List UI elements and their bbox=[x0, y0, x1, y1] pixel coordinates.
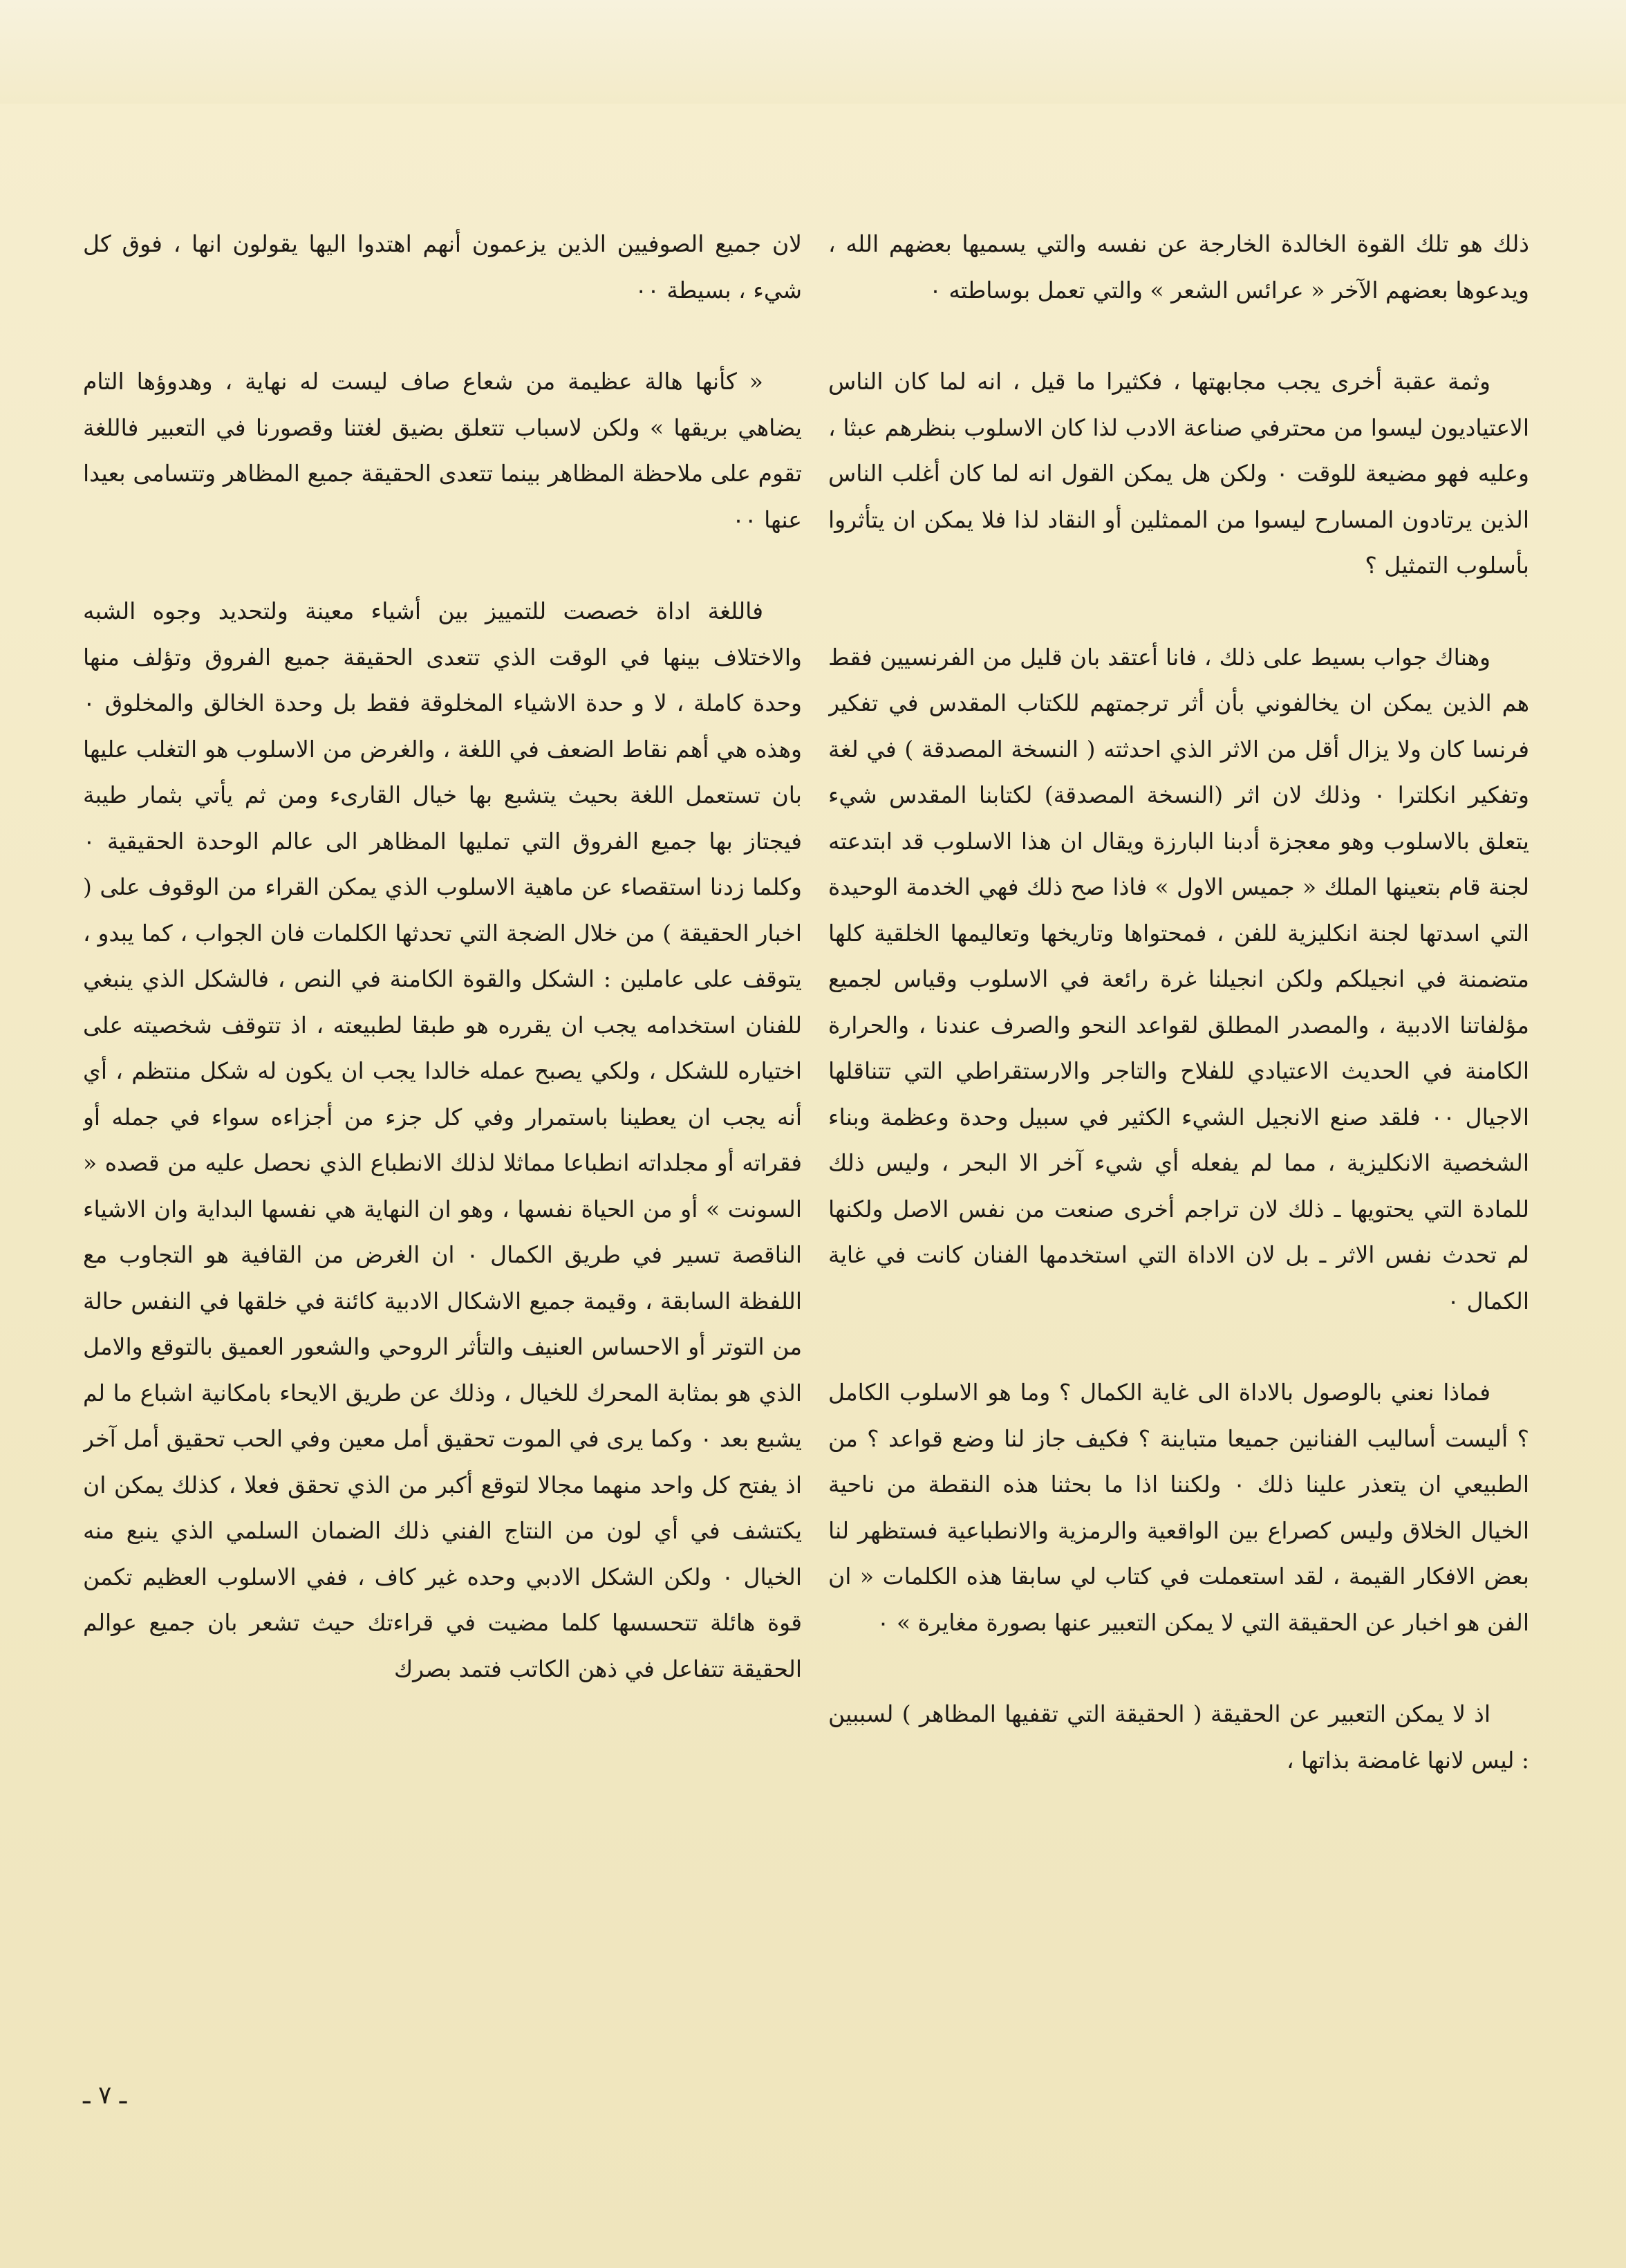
paragraph: وهناك جواب بسيط على ذلك ، فانا أعتقد بان قليل من الفرنسيين فقط هم الذين يمكن ان يخالفوني بأن أثر ترجمتهم للكتاب المقدس في تفكير فرنسا كان ولا يزال أقل من الاثر الذي احدثته ( النسخة المصدقة ) في لغة وتفكير انكلترا ٠ وذلك لان اثر (النسخة المصدقة) لكتابنا المقدس شيء يتعلق بالاسلوب وهو معجزة أدبنا البارزة ويقال ان هذا الاسلوب قد ابتدعته لجنة قام بتعينها الملك « جميس الاول » فاذا صح ذلك فهي الخدمة الوحيدة التي اسدتها لجنة انكليزية للفن ، فمحتواها وتاريخها وتعاليمها الخلقية كلها متضمنة في انجيلكم ولكن انجيلنا غرة رائعة في الاسلوب وقياس لجميع مؤلفاتنا الادبية ، والمصدر المطلق لقواعد النحو والصرف عندنا ، والحرارة الكامنة في الحديث الاعتيادي للفلاح والتاجر والارستقراطي التي تتناقلها الاجيال ٠٠ فلقد صنع الانجيل الشيء الكثير في سبيل وحدة وعظمة وبناء الشخصية الانكليزية ، مما لم يفعله أي شيء آخر الا البحر ، وليس ذلك للمادة التي يحتويها ـ ذلك لان تراجم أخرى صنعت من نفس الاصل ولكنها لم تحدث نفس الاثر ـ بل لان الاداة التي استخدمها الفنان كانت في غاية الكمال ٠ bbox=[828, 643, 1529, 1314]
paragraph: فماذا نعني بالوصول بالاداة الى غاية الكمال ؟ وما هو الاسلوب الكامل ؟ أليست أساليب الفنانين جميعا متباينة ؟ فكيف جاز لنا وضع قواعد ؟ من الطبيعي ان يتعذر علينا ذلك ٠ ولكننا اذا ما بحثنا هذه النقطة من ناحية الخيال الخلاق وليس كصراع بين الواقعية والرمزية والانطباعية فستظهر لنا بعض الافكار القيمة ، لقد استعملت في كتاب لي سابقا هذه الكلمات « ان الفن هو اخبار عن الحقيقة التي لا يمكن التعبير عنها بصورة مغايرة » ٠ bbox=[828, 1379, 1529, 1636]
paragraph: اذ لا يمكن التعبير عن الحقيقة ( الحقيقة التي تقفيها المظاهر ) لسببين : ليس لانها غامضة بذاتها ، bbox=[828, 1700, 1529, 1774]
left-text-column bbox=[83, 221, 802, 2088]
paragraph: « كأنها هالة عظيمة من شعاع صاف ليست له نهاية ، وهدوؤها التام يضاهي بريقها » ولكن لاسباب تتعلق بضيق لغتنا وقصورنا في التعبير فاللغة تقوم على ملاحظة المظاهر بينما تتعدى الحقيقة جميع المظاهر وتتسامى بعيدا عنها ٠٠ bbox=[83, 368, 802, 533]
page-number: ـ ٧ ـ bbox=[83, 2081, 127, 2110]
page-top-margin bbox=[0, 0, 1626, 104]
paragraph: فاللغة اداة خصصت للتمييز بين أشياء معينة ولتحديد وجوه الشبه والاختلاف بينها في الوقت الذي تتعدى الحقيقة جميع الفروق وتؤلف منها وحدة كاملة ، لا و حدة الاشياء المخلوقة فقط بل وحدة الخالق والمخلوق ٠ وهذه هي أهم نقاط الضعف في اللغة ، والغرض من الاسلوب هو التغلب عليها بان تستعمل اللغة بحيث يتشبع بها خيال القارىء ومن ثم يأتي بثمار طيبة فيجتاز بها جميع الفروق التي تمليها المظاهر الى عالم الوحدة الحقيقية ٠ وكلما زدنا استقصاء عن ماهية الاسلوب الذي يمكن القراء من الوقوف على ( اخبار الحقيقة ) من خلال الضجة التي تحدثها الكلمات فان الجواب ، كما يبدو ، يتوقف على عاملين : الشكل والقوة الكامنة في النص ، فالشكل الذي ينبغي للفنان استخدامه يجب ان يقرره هو طبقا لطبيعته ، اذ تتوقف شخصيته على اختياره للشكل ، ولكي يصبح عمله خالدا يجب ان يكون له شكل منتظم ، أي أنه يجب ان يعطينا باستمرار وفي كل جزء من أجزاءه سواء في جمله أو فقراته أو مجلداته انطباعا مماثلا لذلك الانطباع الذي نحصل عليه من قصده « السونت » أو من الحياة نفسها ، وهو ان النهاية هي نفسها البداية وان الاشياء الناقصة تسير في طريق الكمال ٠ ان الغرض من القافية هو التجاوب مع اللفظة السابقة ، وقيمة جميع الاشكال الادبية كائنة في خلقها في النفس حالة من التوتر أو الاحساس العنيف والتأثر الروحي والشعور العميق بالتوقع والامل الذي هو بمثابة المحرك للخيال ، وذلك عن طريق الايحاء بامكانية اشباع ما لم يشبع بعد ٠ وكما يرى في الموت تحقيق أمل معين وفي الحب تحقيق أمل آخر اذ يفتح كل واحد منهما مجالا لتوقع أكبر من الذي تحقق فعلا ، كذلك يمكن ان يكتشف في أي لون من النتاج الفني ذلك الضمان السلمي الذي ينبع منه الخيال ٠ ولكن الشكل الادبي وحده غير كاف ، ففي الاسلوب العظيم تكمن قوة هائلة تتحسسها كلما مضيت في قراءتك حيث تشعر بان جميع عوالم الحقيقة تتفاعل في ذهن الكاتب فتمد بصرك bbox=[83, 597, 802, 1682]
paragraph: ذلك هو تلك القوة الخالدة الخارجة عن نفسه والتي يسميها بعضهم الله ، ويدعوها بعضهم الآخر « عرائس الشعر » والتي تعمل بوساطته ٠ bbox=[828, 230, 1529, 304]
right-text-column bbox=[828, 221, 1529, 2088]
paragraph: لان جميع الصوفيين الذين يزعمون أنهم اهتدوا اليها يقولون انها ، فوق كل شيء ، بسيطة ٠٠ bbox=[83, 230, 802, 304]
paragraph: وثمة عقبة أخرى يجب مجابهتها ، فكثيرا ما قيل ، انه لما كان الناس الاعتياديون ليسوا من محترفي صناعة الادب لذا كان الاسلوب بنظرهم عبثا ، وعليه فهو مضيعة للوقت ٠ ولكن هل يمكن القول انه لما كان أغلب الناس الذين يرتادون المسارح ليسوا من الممثلين أو النقاد لذا فلا يمكن ان يتأثروا بأسلوب التمثيل ؟ bbox=[828, 368, 1529, 579]
